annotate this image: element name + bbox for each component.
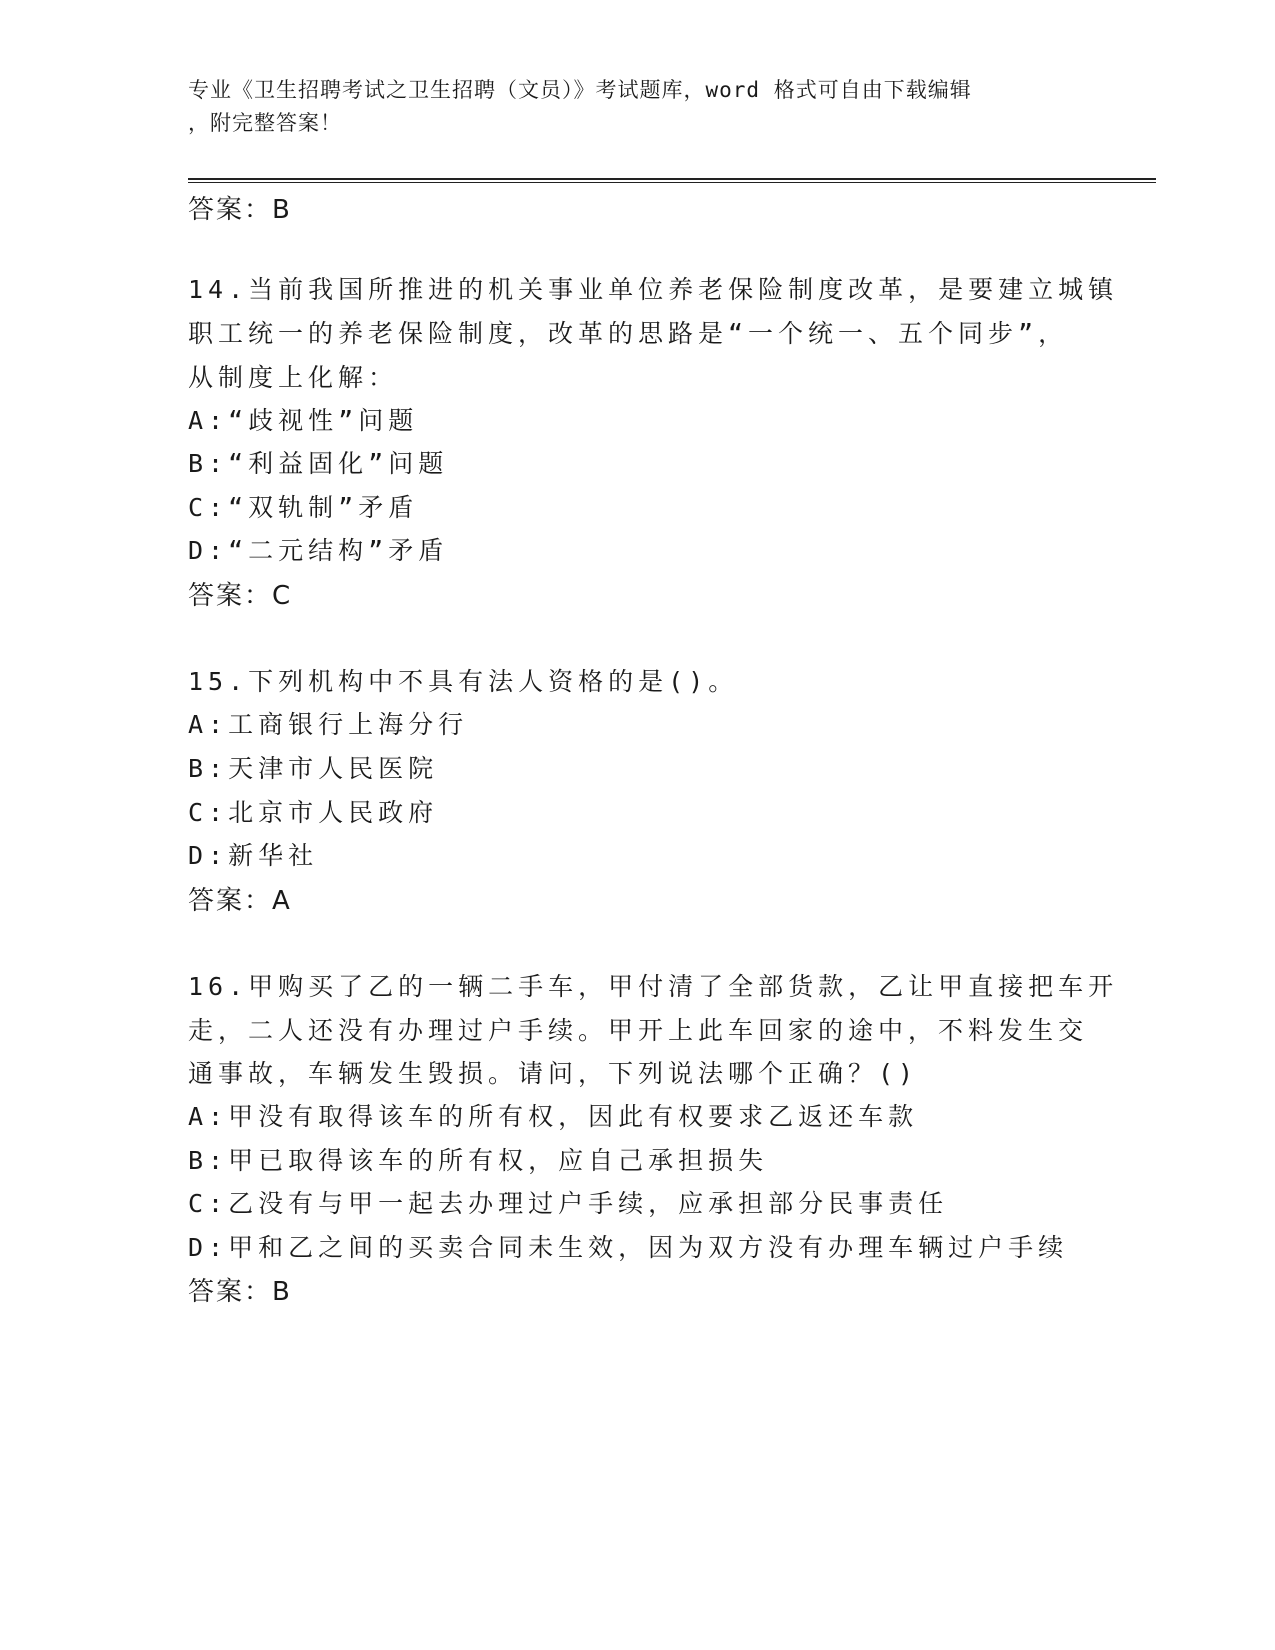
question-14-stem-line-3: 从制度上化解：	[188, 363, 399, 392]
question-14-option-c: C:“双轨制”矛盾	[188, 493, 419, 522]
question-16-stem-line-1: 16.甲购买了乙的一辆二手车，甲付清了全部货款，乙让甲直接把车开	[188, 972, 1119, 1001]
question-14-stem-line-1: 14.当前我国所推进的机关事业单位养老保险制度改革，是要建立城镇	[188, 275, 1119, 304]
question-16-option-b: B:甲已取得该车的所有权，应自己承担损失	[188, 1146, 769, 1175]
question-16-stem-line-2: 走，二人还没有办理过户手续。甲开上此车回家的途中，不料发生交	[188, 1016, 1089, 1045]
question-15-option-c: C:北京市人民政府	[188, 798, 439, 827]
previous-answer: 答案：B	[188, 195, 292, 225]
question-15-stem-line-1: 15.下列机构中不具有法人资格的是()。	[188, 667, 739, 696]
question-14-option-d: D:“二元结构”矛盾	[188, 536, 449, 565]
question-16-stem-line-3: 通事故，车辆发生毁损。请问，下列说法哪个正确？()	[188, 1059, 919, 1088]
question-15-option-a: A:工商银行上海分行	[188, 710, 469, 739]
question-15-answer: 答案：A	[188, 886, 292, 916]
question-16-option-a: A:甲没有取得该车的所有权，因此有权要求乙返还车款	[188, 1102, 919, 1131]
question-16-option-d: D:甲和乙之间的买卖合同未生效，因为双方没有办理车辆过户手续	[188, 1233, 1069, 1262]
question-15-option-b: B:天津市人民医院	[188, 754, 439, 783]
question-14-stem-line-2: 职工统一的养老保险制度，改革的思路是“一个统一、五个同步”，	[188, 319, 1069, 348]
question-14-option-b: B:“利益固化”问题	[188, 449, 449, 478]
document-header: 专业《卫生招聘考试之卫生招聘（文员）》考试题库，word 格式可自由下载编辑 ，附完整答案！	[188, 78, 972, 135]
question-16-answer: 答案：B	[188, 1277, 292, 1307]
question-15-option-d: D:新华社	[188, 841, 319, 870]
question-14-option-a: A:“歧视性”问题	[188, 406, 419, 435]
question-16-option-c: C:乙没有与甲一起去办理过户手续，应承担部分民事责任	[188, 1189, 949, 1218]
header-divider	[188, 178, 1156, 183]
question-14-answer: 答案：C	[188, 581, 293, 611]
